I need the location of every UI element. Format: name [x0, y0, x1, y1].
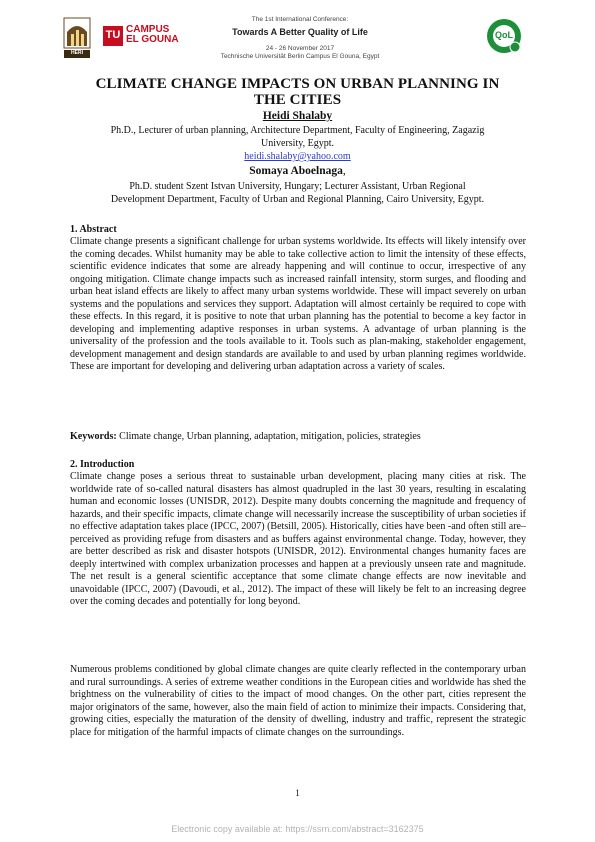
tu-mark: TU: [105, 29, 121, 41]
author1-email-link[interactable]: heidi.shalaby@yahoo.com: [244, 151, 351, 162]
conference-dates: 24 - 26 November 2017: [265, 45, 335, 52]
keywords-row: [70, 431, 526, 444]
qol-logo-text: QoL: [495, 30, 513, 40]
page-number: 1: [295, 788, 300, 798]
ssrn-footer[interactable]: Electronic copy available at: https://ssrn.com/abstract=3162375: [171, 824, 424, 834]
abstract-text: Climate change presents a significant challenge for urban systems worldwide. Its effects will likely intensify over the coming decades. Whilst humanity may be able to take collective action to limit the intensity of these effects, scientific evidence indicates that some are already happening and will continue to occur, irrespective of any ongoing mitigation. Climate change impacts such as increased rainfall intensity, storm surges, and flooding and urban heat island effects are likely to affect many urban systems worldwide. These will impact severely on urban systems and the populations and services they support. Adaptation will almost certainly be required to cope with these effects. In this regard, it is positive to note that urban planning has the potential to become a key factor in developing and implementing adaptive responses in urban systems. A advantage of urban planning is the universality of the profession and the tools available to it. Tools such as plan-making, stakeholder engagement, development management and design standards are available to and used by urban planning regimes worldwide. These are important for developing and delivering urban adaptation across a variety of scales.: [70, 236, 526, 372]
heri-logo: [62, 16, 92, 60]
abstract-heading: 1. Abstract: [70, 224, 117, 235]
author2-affiliation-line2: Development Department, Faculty of Urban and Regional Planning, Cairo University, Egypt.: [110, 194, 485, 205]
author2-row: [60, 165, 535, 177]
conference-title: Towards A Better Quality of Life: [232, 27, 368, 37]
keywords-label: Keywords:: [70, 431, 117, 442]
author1-email-row: [60, 151, 535, 164]
introduction-paragraph-1: Climate change poses a serious threat to sustainable urban development, placing many cities at risk. The worldwide rate of so-called natural disasters has almost quadrupled in the last 30 years, resulting in escalating human and economic losses (UNISDR, 2012). Despite many doubts concerning the magnitude and frequency of hazards, and their specific impacts, climate change will necessarily increase the susceptibility of urban societies if no effective adaptation takes place (IPCC, 2007) (Betsill, 2005). Historically, cities have been -and often still are– perceived as providing refuge from disasters and as buffers against environmental change. Today, however, they are better described as risk and disaster hotspots (UNISDR, 2012). Environmental changes humanity faces are deeply intertwined with complex urbanization processes and happen at a previously unseen rate and magnitude. The net result is a general scientific acceptance that some climate change effects are now inevitable and unavoidable (IPCC, 2007) (Davoudi, et al., 2012). The impact of these will likely be felt to an increasing degree over the coming decades and potentially for long beyond.: [70, 471, 526, 607]
tu-campus-logo: [103, 24, 179, 46]
keywords-text: Climate change, Urban planning, adaptation, mitigation, policies, strategies: [116, 431, 421, 442]
author2-affiliation-line1: Ph.D. student Szent Istvan University, Hungary; Lecturer Assistant, Urban Regional: [129, 181, 466, 192]
introduction-paragraph-2: Numerous problems conditioned by global climate changes are quite clearly reflected in the contemporary urban and rural surroundings. A series of extreme weather conditions in the European cities and worldwide has shed the brightness on the vulnerability of cities to the impact of mood changes. On the other part, cities represent the major originators of the same, however, also the main field of action to minimize their impacts. Considering that, growing cities, especially the maturation of the density of dwelling, industry and traffic, represent the strategic place for mitigation of the harmful impacts of climate changes on the surroundings.: [70, 664, 526, 738]
heri-logo-text: HERI: [71, 50, 83, 56]
qol-logo: [486, 18, 522, 54]
author2-name: Somaya Aboelnaga: [249, 165, 343, 177]
conference-venue: Technische Universität Berlin Campus El Gouna, Egypt: [220, 53, 380, 60]
author1-name: Heidi Shalaby: [262, 110, 333, 122]
paper-title-line2: THE CITIES: [253, 92, 342, 108]
introduction-heading: 2. Introduction: [70, 459, 135, 470]
paper-title-line1: CLIMATE CHANGE IMPACTS ON URBAN PLANNING IN: [95, 76, 500, 92]
author1-affiliation-line1: Ph.D., Lecturer of urban planning, Architecture Department, Faculty of Engineering, Zagazig: [110, 125, 485, 136]
tu-campus-line2: EL GOUNA: [126, 34, 179, 45]
tu-campus-line1: CAMPUS: [126, 24, 170, 35]
author1-affiliation-line2: University, Egypt.: [261, 138, 334, 149]
author2-comma: ,: [342, 165, 346, 177]
conference-line: The 1st International Conference:: [251, 16, 349, 23]
